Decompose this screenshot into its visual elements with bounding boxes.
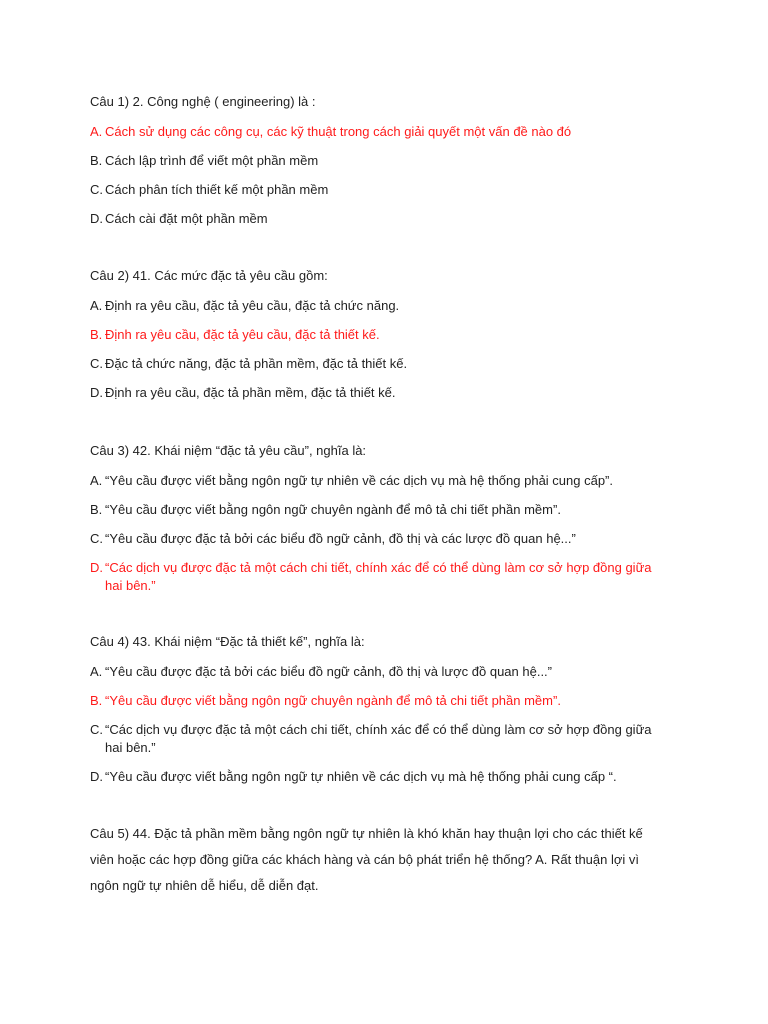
option-label: A. [90,124,103,139]
option-label: A. [90,298,103,313]
question-4 [90,634,660,797]
option-text: “Yêu cầu được đặc tả bởi các biểu đồ ngữ cảnh, đồ thị và lược đồ quan hệ...” [105,664,552,679]
option-text: “Yêu cầu được đặc tả bởi các biểu đồ ngữ cảnh, đồ thị và các lược đồ quan hệ...” [105,531,576,546]
option-d [90,384,660,402]
option-text: Cách lập trình để viết một phần mềm [105,153,319,168]
option-text: Định ra yêu cầu, đặc tả yêu cầu, đặc tả thiết kế. [105,327,380,342]
option-label: C. [90,722,103,737]
option-label: A. [90,473,103,488]
option-label: B. [90,693,103,708]
option-text: Định ra yêu cầu, đặc tả phần mềm, đặc tả thiết kế. [105,385,396,400]
option-text: “Yêu cầu được viết bằng ngôn ngữ chuyên ngành để mô tả chi tiết phần mềm”. [105,502,561,517]
option-text: Cách sử dụng các công cụ, các kỹ thuật trong cách giải quyết một vấn đề nào đó [105,124,572,139]
question-3 [90,443,660,606]
option-b [90,152,660,170]
option-label: D. [90,769,103,784]
option-label: D. [90,385,103,400]
question-5 [90,826,660,912]
option-label: C. [90,356,103,371]
option-d [90,210,660,228]
option-c [90,530,660,548]
question-title: Câu 3) 42. Khái niệm “đặc tả yêu cầu”, nghĩa là: [90,443,367,458]
option-label: D. [90,211,103,226]
option-text: “Các dịch vụ được đặc tả một cách chi tiết, chính xác để có thể dùng làm cơ sở hợp đồng giữa hai bên.” [105,722,652,755]
question-title: Câu 5) 44. Đặc tả phần mềm bằng ngôn ngữ tự nhiên là khó khăn hay thuận lợi cho các thiết kế viên hoặc các hợp đồng giữa các khách hàng và cán bộ phát triển hệ thống? A. Rất thuận lợi vì ngôn ngữ tự nhiên dễ hiểu, dễ diễn đạt. [90,826,643,893]
option-b [90,692,660,710]
option-d [90,559,660,595]
option-label: C. [90,531,103,546]
option-text: “Các dịch vụ được đặc tả một cách chi tiết, chính xác để có thể dùng làm cơ sở hợp đồng giữa hai bên.” [105,560,652,593]
option-label: B. [90,327,103,342]
question-title: Câu 4) 43. Khái niệm “Đặc tả thiết kế”, nghĩa là: [90,634,365,649]
option-c [90,355,660,373]
option-b [90,326,660,344]
question-title: Câu 1) 2. Công nghệ ( engineering) là : [90,94,316,109]
option-text: “Yêu cầu được viết bằng ngôn ngữ tự nhiên về các dịch vụ mà hệ thống phải cung cấp “. [105,769,617,784]
option-label: A. [90,664,103,679]
option-label: D. [90,560,103,575]
option-text: Cách cài đặt một phần mềm [105,211,268,226]
option-label: B. [90,502,103,517]
option-text: Cách phân tích thiết kế một phần mềm [105,182,329,197]
option-a [90,297,660,315]
option-label: C. [90,182,103,197]
option-c [90,721,660,757]
option-label: B. [90,153,103,168]
option-a [90,663,660,681]
option-a [90,123,660,141]
option-a [90,472,660,490]
option-b [90,501,660,519]
option-text: Đặc tả chức năng, đặc tả phần mềm, đặc tả thiết kế. [105,356,408,371]
option-text: “Yêu cầu được viết bằng ngôn ngữ tự nhiên về các dịch vụ mà hệ thống phải cung cấp”. [105,473,614,488]
option-d [90,768,660,786]
question-title: Câu 2) 41. Các mức đặc tả yêu cầu gồm: [90,268,328,283]
option-text: Định ra yêu cầu, đặc tả yêu cầu, đặc tả chức năng. [105,298,400,313]
option-text: “Yêu cầu được viết bằng ngôn ngữ chuyên ngành để mô tả chi tiết phần mềm”. [105,693,561,708]
option-c [90,181,660,199]
question-2 [90,268,660,413]
question-1 [90,94,660,239]
